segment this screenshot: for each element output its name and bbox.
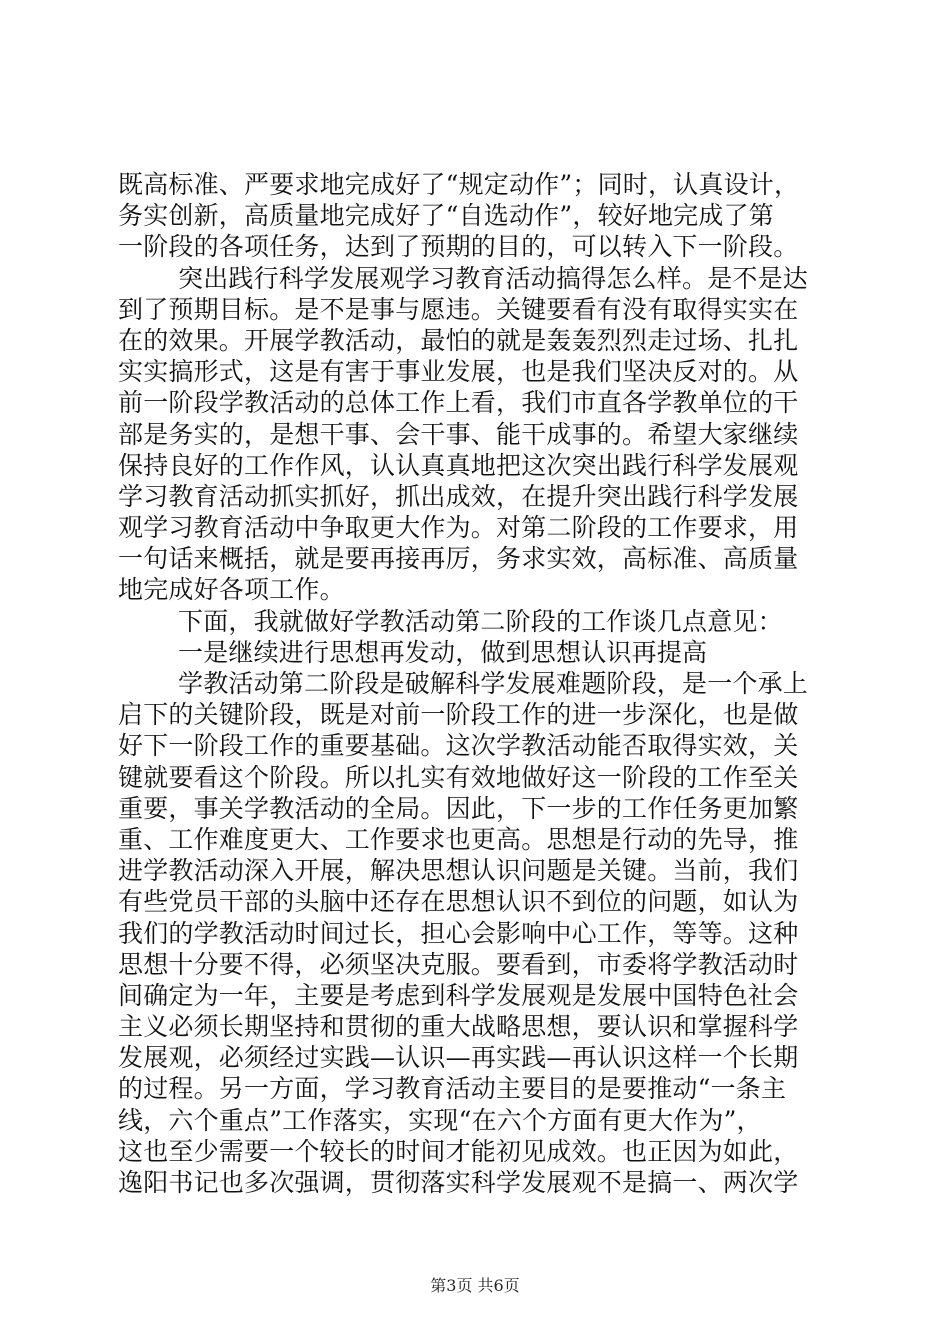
text-line: 思想十分要不得，必须坚决克服。要看到，市委将学教活动时 (118, 949, 799, 979)
text-line: 发展观，必须经过实践—认识—再实践—再认识这样一个长期 (118, 1043, 799, 1073)
text-line: 观学习教育活动中争取更大作为。对第二阶段的工作要求，用 (118, 513, 799, 543)
paragraph-first-line: 突出践行科学发展观学习教育活动搞得怎么样。是不是达 (178, 263, 809, 293)
text-line: 有些党员干部的头脑中还存在思想认识不到位的问题，如认为 (118, 887, 799, 917)
text-line: 前一阶段学教活动的总体工作上看，我们市直各学教单位的干 (118, 388, 799, 418)
text-line: 主义必须长期坚持和贯彻的重大战略思想，要认识和掌握科学 (118, 1012, 799, 1042)
text-line: 的过程。另一方面，学习教育活动主要目的是要推动“一条主 (118, 1074, 787, 1104)
text-line: 好下一阶段工作的重要基础。这次学教活动能否取得实效，关 (118, 731, 799, 761)
text-line: 线，六个重点”工作落实，实现“在六个方面有更大作为”， (118, 1105, 762, 1135)
text-line: 在的效果。开展学教活动，最怕的就是轰轰烈烈走过场、扎扎 (118, 325, 799, 355)
text-line: 部是务实的，是想干事、会干事、能干成事的。希望大家继续 (118, 419, 799, 449)
text-line: 我们的学教活动时间过长，担心会影响中心工作，等等。这种 (118, 918, 799, 948)
text-line: 一阶段的各项任务，达到了预期的目的，可以转入下一阶段。 (118, 232, 799, 262)
text-line: 键就要看这个阶段。所以扎实有效地做好这一阶段的工作至关 (118, 762, 799, 792)
text-line: 一句话来概括，就是要再接再厉，务求实效，高标准、高质量 (118, 544, 799, 574)
text-line: 间确定为一年，主要是考虑到科学发展观是发展中国特色社会 (118, 980, 799, 1010)
text-line: 保持良好的工作作风，认认真真地把这次突出践行科学发展观 (118, 450, 799, 480)
text-line: 进学教活动深入开展，解决思想认识问题是关键。当前，我们 (118, 856, 799, 886)
text-line: 启下的关键阶段，既是对前一阶段工作的进一步深化，也是做 (118, 700, 799, 730)
text-line: 既高标准、严要求地完成好了“规定动作”；同时，认真设计， (118, 170, 800, 199)
text-line: 逸阳书记也多次强调，贯彻落实科学发展观不是搞一、两次学 (118, 1168, 799, 1197)
text-line: 实实搞形式，这是有害于事业发展，也是我们坚决反对的。从 (118, 357, 799, 387)
section-heading: 一是继续进行思想再发动，做到思想认识再提高 (178, 637, 708, 667)
text-line: 重要，事关学教活动的全局。因此，下一步的工作任务更加繁 (118, 793, 799, 823)
paragraph-first-line: 学教活动第二阶段是破解科学发展难题阶段，是一个承上 (178, 669, 809, 698)
text-line: 重、工作难度更大、工作要求也更高。思想是行动的先导，推 (118, 824, 799, 854)
document-body (118, 169, 833, 1198)
page-footer: 第3页 共6页 (430, 1276, 520, 1295)
text-line: 学习教育活动抓实抓好，抓出成效，在提升突出践行科学发展 (118, 481, 799, 511)
text-line: 务实创新，高质量地完成好了“自选动作”，较好地完成了第 (118, 201, 774, 231)
text-line: 地完成好各项工作。 (118, 575, 345, 605)
text-line: 到了预期目标。是不是事与愿违。关键要看有没有取得实实在 (118, 294, 799, 324)
text-line: 这也至少需要一个较长的时间才能初见成效。也正因为如此， (118, 1136, 799, 1166)
paragraph-first-line: 下面，我就做好学教活动第二阶段的工作谈几点意见： (178, 606, 783, 636)
